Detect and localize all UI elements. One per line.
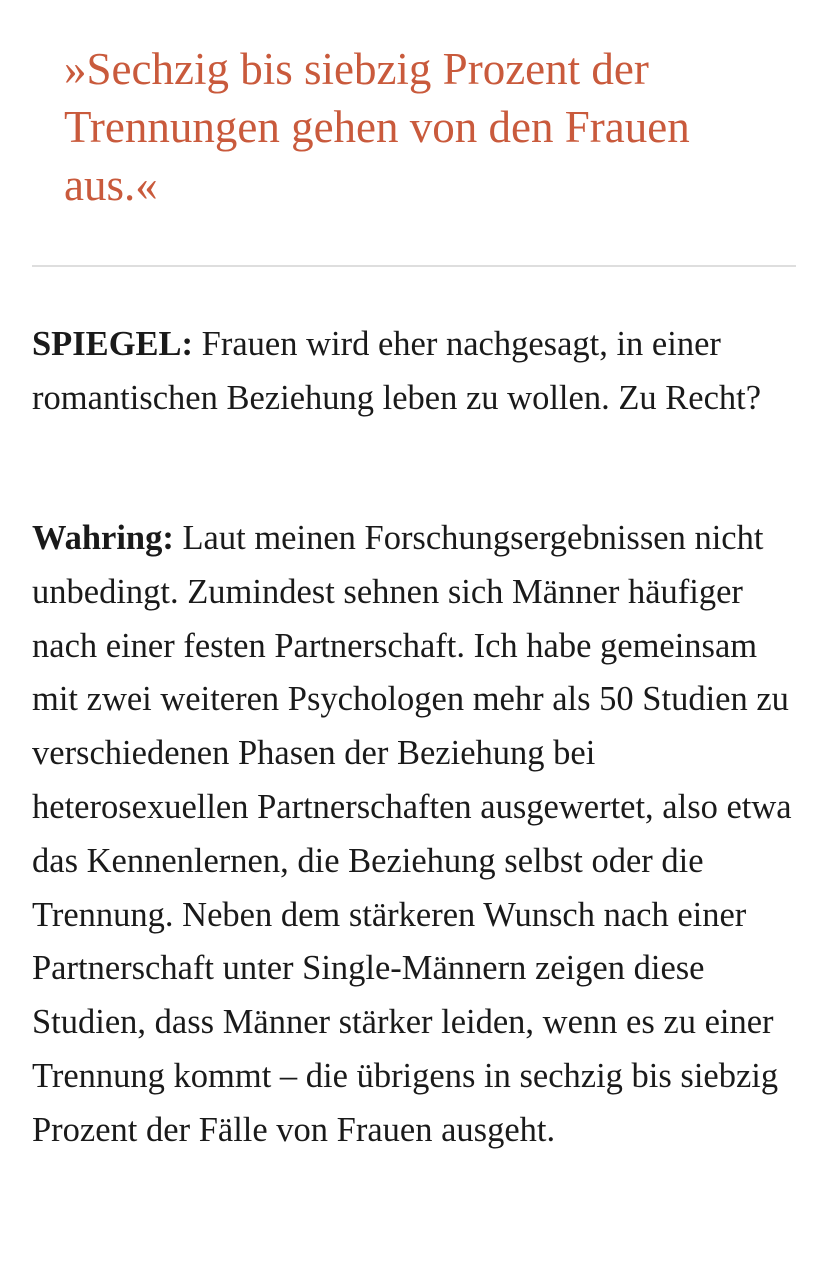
interview-question (32, 318, 802, 426)
speaker-label: SPIEGEL: (32, 325, 194, 363)
paragraph-text: Laut meinen Forschungsergebnissen nicht unbedingt. Zumindest sehnen sich Männer häufiger nach einer festen Partnerschaft. Ich habe gemeinsam mit zwei weiteren Psychologen mehr als 50 Studien zu verschiedenen Phasen der Beziehung bei heterosexuellen Partnerschaften ausgewertet, also etwa das Kennenlernen, die Beziehung selbst oder die Trennung. Neben dem stärkeren Wunsch nach einer Partnerschaft unter Single-Männern zeigen diese Studien, dass Männer stärker leiden, wenn es zu einer Trennung kommt – die übrigens in sechzig bis siebzig Prozent der Fälle von Frauen ausgeht. (32, 519, 792, 1149)
paragraph-text: Frauen wird eher nachgesagt, in einer romantischen Beziehung leben zu wollen. Zu Recht? (32, 325, 762, 417)
section-divider (32, 265, 796, 267)
speaker-label: Wahring: (32, 519, 174, 557)
interview-answer (32, 512, 802, 1158)
pull-quote: »Sechzig bis siebzig Prozent der Trennungen gehen von den Frauen aus.« (64, 44, 690, 210)
